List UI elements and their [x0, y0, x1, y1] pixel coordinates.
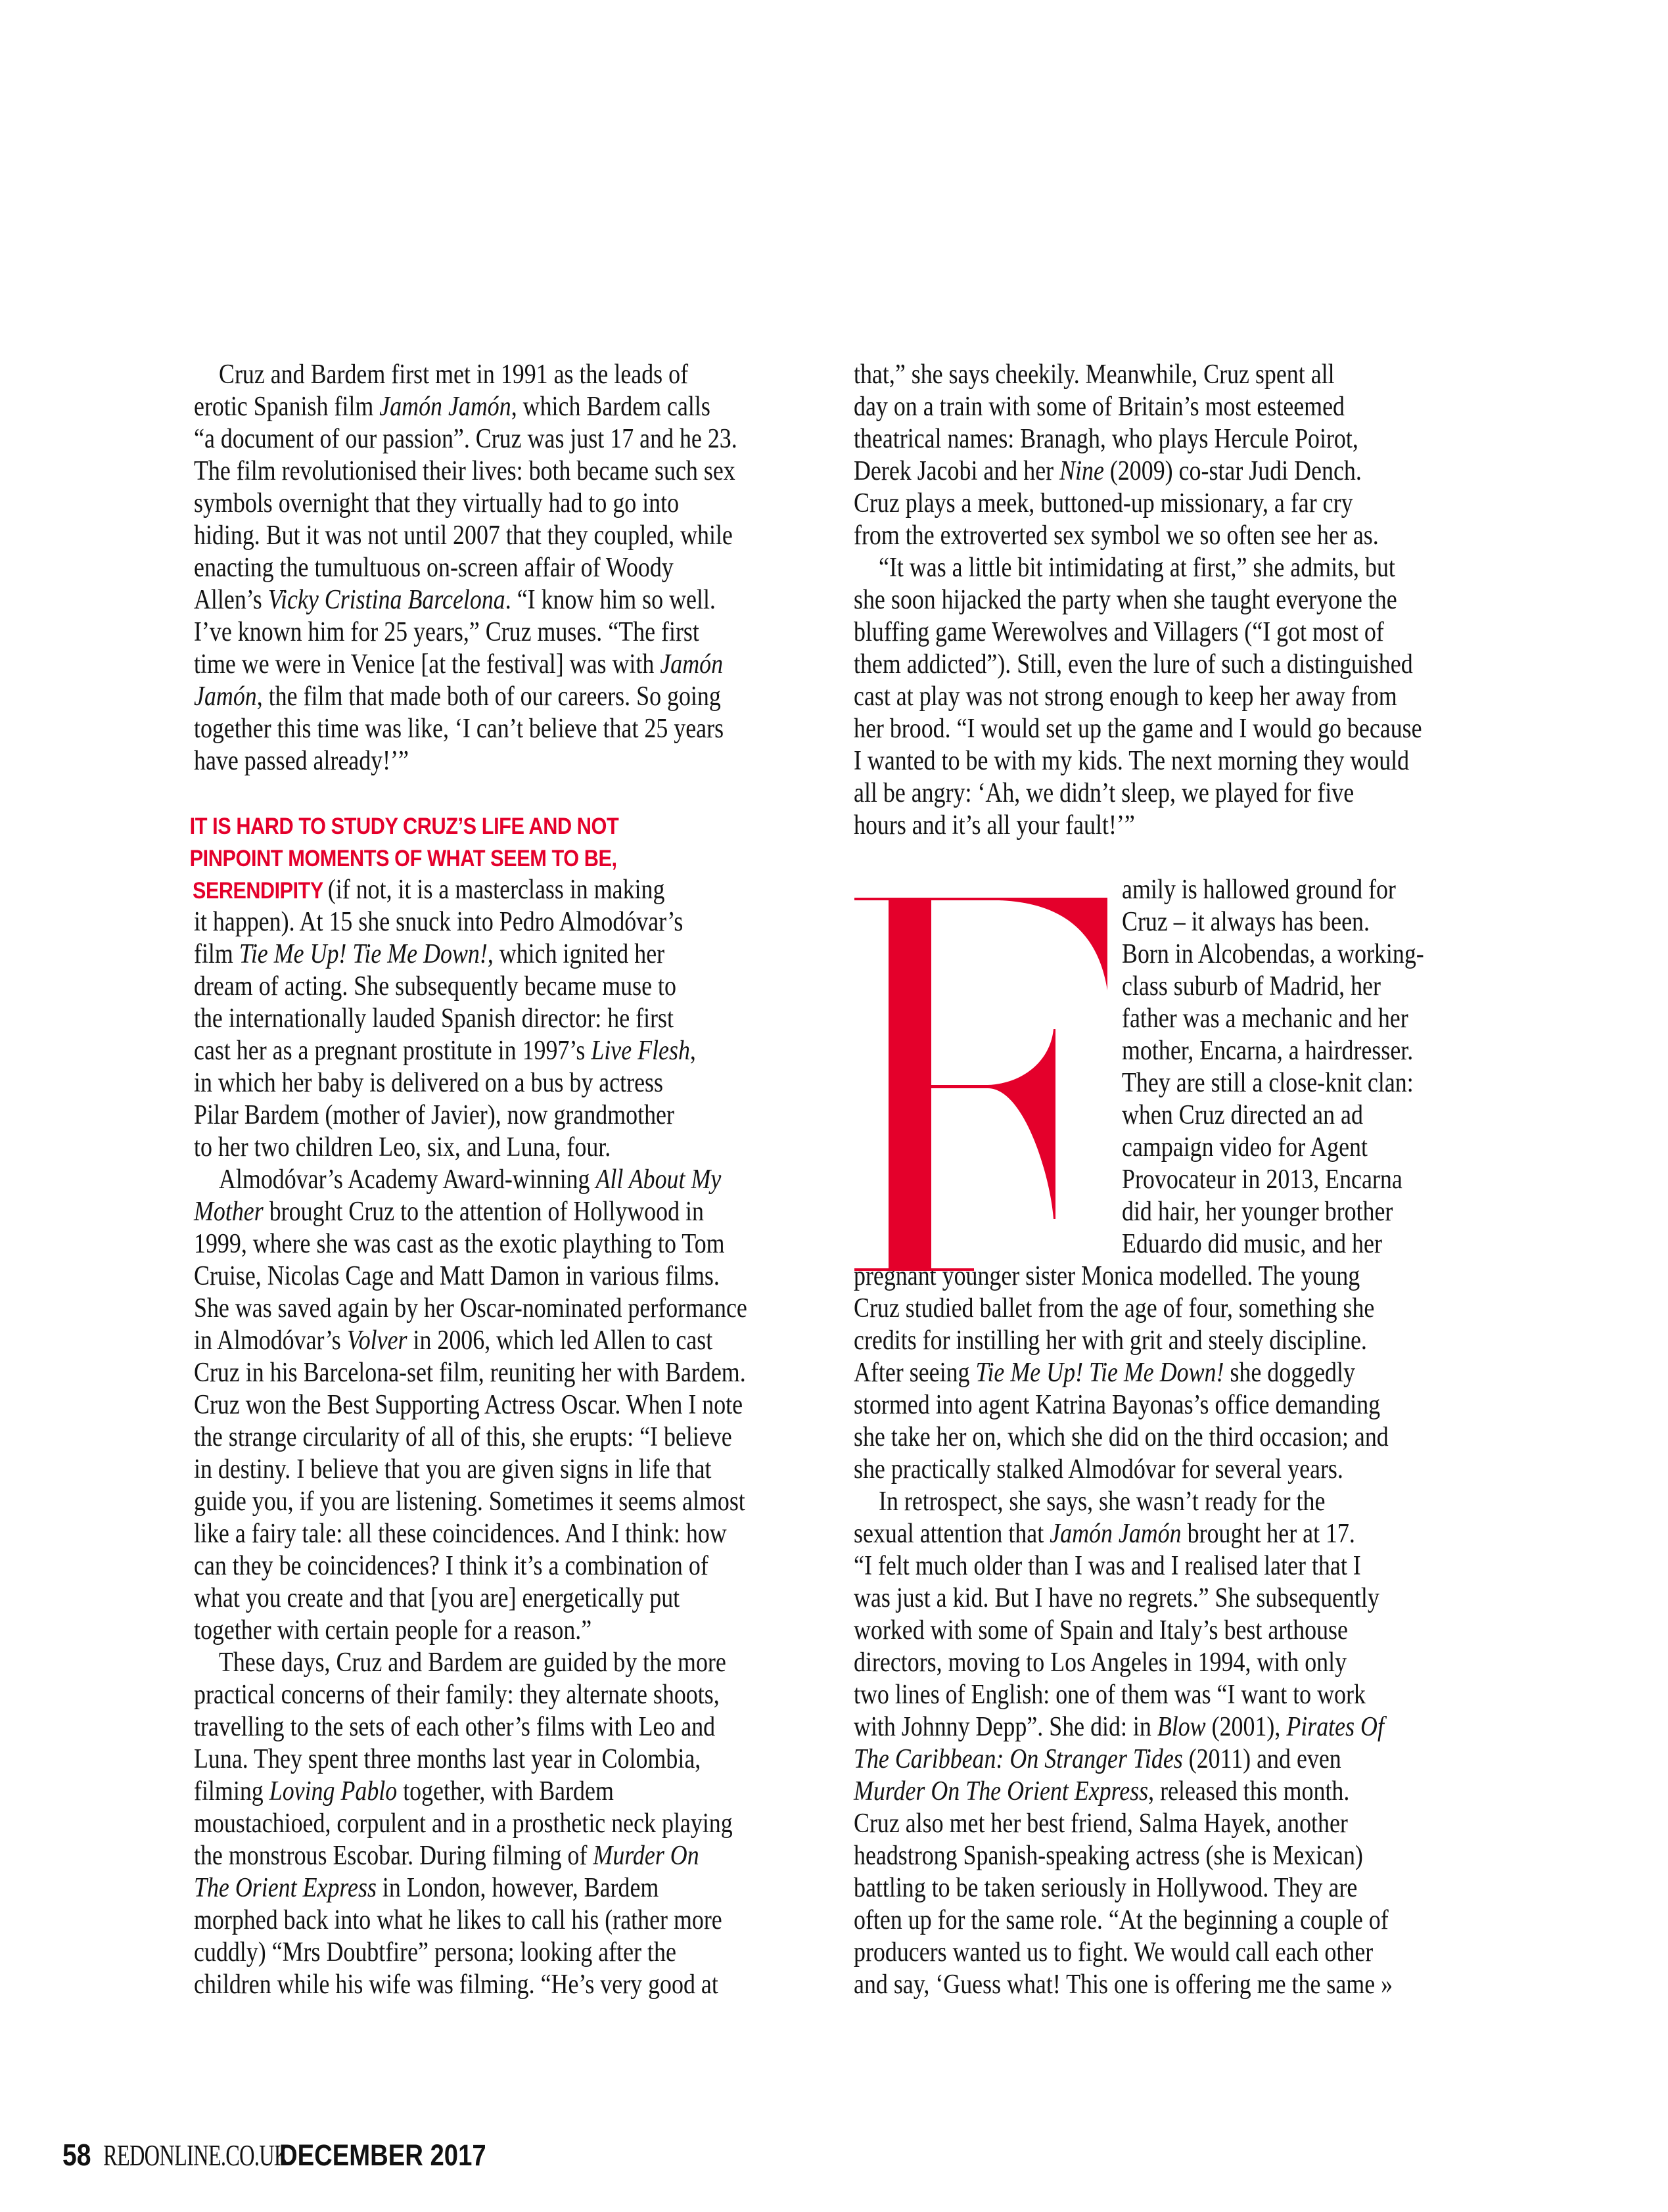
body-text: cast her as a pregnant prostitute in 1997’s — [194, 1036, 591, 1066]
body-text: she take her on, which she did on the third occasion; and — [854, 1422, 1389, 1452]
article-line — [194, 1260, 720, 1293]
article-line — [219, 1647, 726, 1679]
italic-title: The Caribbean: On Stranger Tides — [854, 1744, 1183, 1774]
italic-title: The Orient Express — [194, 1873, 377, 1903]
body-text: Provocateur in 2013, Encarna — [1122, 1164, 1402, 1195]
article-line — [854, 1904, 1389, 1937]
article-line — [194, 1293, 747, 1325]
article-line — [194, 1454, 711, 1486]
drop-cap-f-shape — [854, 898, 1107, 1271]
body-text: often up for the same role. “At the beginning a couple of — [854, 1905, 1389, 1935]
body-text: (2001), — [1205, 1712, 1287, 1742]
article-line — [194, 616, 699, 649]
body-text: film — [194, 939, 239, 969]
body-text: like a fairy tale: all these coincidences. And I think: how — [194, 1519, 727, 1549]
article-line — [854, 1518, 1355, 1550]
article-line — [854, 1743, 1341, 1776]
article-line — [1122, 1196, 1393, 1228]
italic-title: Tie Me Up! Tie Me Down! — [239, 939, 488, 969]
body-text: Cruz plays a meek, buttoned-up missionary, a far cry — [854, 488, 1353, 518]
article-line — [1122, 1164, 1402, 1196]
article-line — [854, 1454, 1343, 1486]
article-line — [1122, 906, 1370, 938]
body-text: morphed back into what he likes to call his (rather more — [194, 1905, 722, 1935]
body-text: Cruise, Nicolas Cage and Matt Damon in various films. — [194, 1261, 720, 1291]
article-line — [854, 1325, 1367, 1357]
body-text: , which ignited her — [487, 939, 665, 969]
heading-text: PINPOINT MOMENTS OF WHAT SEEM TO BE, — [189, 846, 617, 871]
body-text: stormed into agent Katrina Bayonas’s office demanding — [854, 1390, 1381, 1420]
body-text: in 2006, which led Allen to cast — [407, 1325, 713, 1356]
article-line — [194, 455, 735, 488]
article-line — [1122, 1099, 1363, 1132]
article-line — [854, 1647, 1347, 1679]
italic-title: All About My — [595, 1164, 722, 1195]
body-text: hiding. But it was not until 2007 that they coupled, while — [194, 520, 733, 551]
body-text: together with certain people for a reason.” — [194, 1615, 592, 1646]
article-line — [854, 584, 1397, 616]
article-line — [854, 1357, 1355, 1389]
body-text: the strange circularity of all of this, she erupts: “I believe — [194, 1422, 732, 1452]
article-line — [194, 1389, 743, 1421]
article-line — [219, 1164, 721, 1196]
body-text: 1999, where she was cast as the exotic plaything to Tom — [194, 1229, 725, 1259]
site-url[interactable]: REDONLINE.CO.UK — [103, 2139, 289, 2172]
body-text: Born in Alcobendas, a working- — [1122, 939, 1424, 969]
body-text: “It was a little bit intimidating at first,” she admits, but — [879, 553, 1395, 583]
body-text: did hair, her younger brother — [1122, 1197, 1393, 1227]
body-text: After seeing — [854, 1358, 976, 1388]
body-text: in destiny. I believe that you are given signs in life that — [194, 1454, 712, 1485]
italic-title: Pirates Of — [1286, 1712, 1384, 1742]
article-line — [1122, 1003, 1408, 1035]
article-line — [854, 1582, 1379, 1615]
body-text: , which Bardem calls — [511, 392, 710, 422]
body-text: cuddly) “Mrs Doubtfire” persona; looking after the — [194, 1937, 676, 1968]
article-line — [1122, 1035, 1413, 1067]
article-line — [854, 649, 1413, 681]
body-text: mother, Encarna, a hairdresser. — [1122, 1036, 1414, 1066]
body-text: sexual attention that — [854, 1519, 1050, 1549]
article-line — [854, 1615, 1348, 1647]
article-line — [194, 971, 676, 1003]
article-line — [194, 874, 664, 906]
article-line — [194, 520, 733, 552]
body-text: day on a train with some of Britain’s most esteemed — [854, 392, 1345, 422]
body-text: to her two children Leo, six, and Luna, four. — [194, 1132, 611, 1163]
body-text: them addicted”). Still, even the lure of such a distinguished — [854, 649, 1413, 680]
issue-date: DECEMBER 2017 — [279, 2138, 486, 2172]
article-line — [854, 1808, 1348, 1840]
body-text: in which her baby is delivered on a bus by actress — [194, 1068, 664, 1098]
body-text: cast at play was not strong enough to keep her away from — [854, 681, 1397, 712]
body-text: , released this month. — [1148, 1776, 1350, 1807]
page-number: 58 — [62, 2138, 91, 2172]
body-text: enacting the tumultuous on-screen affair of Woody — [194, 553, 674, 583]
page-footer — [62, 2137, 522, 2172]
article-line — [194, 1421, 732, 1454]
article-line — [1122, 938, 1424, 971]
body-text: “I felt much older than I was and I realised later that I — [854, 1551, 1361, 1581]
article-line — [879, 1486, 1325, 1518]
body-text: I wanted to be with my kids. The next morning they would — [854, 746, 1410, 776]
body-text: The film revolutionised their lives: both became such sex — [194, 456, 735, 486]
italic-title: Jamón — [660, 649, 724, 680]
article-line — [194, 1840, 699, 1872]
article-line — [854, 777, 1354, 810]
body-text: bluffing game Werewolves and Villagers (“I got most of — [854, 617, 1384, 647]
article-line — [1122, 1067, 1414, 1099]
italic-title: Murder On The Orient Express — [854, 1776, 1149, 1807]
article-line — [194, 391, 710, 423]
body-text: In retrospect, she says, she wasn’t ready for the — [879, 1486, 1326, 1517]
body-text: battling to be taken seriously in Hollywood. They are — [854, 1873, 1358, 1903]
article-line — [194, 1228, 725, 1260]
article-line — [194, 1743, 701, 1776]
body-text: . “I know him so well. — [505, 585, 716, 615]
article-line — [194, 1679, 720, 1711]
heading-text: SERENDIPITY — [193, 878, 323, 904]
article-line — [854, 810, 1135, 842]
article-line — [194, 1582, 680, 1615]
body-text: Luna. They spent three months last year in Colombia, — [194, 1744, 701, 1774]
body-text: brought her at 17. — [1181, 1519, 1355, 1549]
body-text: I’ve known him for 25 years,” Cruz muses. “The first — [194, 617, 699, 647]
body-text: moustachioed, corpulent and in a prosthetic neck playing — [194, 1809, 733, 1839]
body-text: travelling to the sets of each other’s films with Leo and — [194, 1712, 716, 1742]
body-text: erotic Spanish film — [194, 392, 380, 422]
article-line — [854, 1872, 1357, 1904]
article-line — [854, 1389, 1380, 1421]
article-line — [194, 681, 721, 713]
body-text: Pilar Bardem (mother of Javier), now grandmother — [194, 1100, 674, 1130]
article-line — [194, 745, 409, 777]
body-text: that,” she says cheekily. Meanwhile, Cruz spent all — [854, 359, 1335, 390]
body-text: amily is hallowed ground for — [1122, 875, 1396, 905]
article-line — [194, 1196, 704, 1228]
body-text: Allen’s — [194, 585, 268, 615]
body-text: They are still a close-knit clan: — [1122, 1068, 1414, 1098]
body-text: she soon hijacked the party when she taught everyone the — [854, 585, 1397, 615]
italic-title: Nine — [1059, 456, 1104, 486]
article-line — [854, 1293, 1374, 1325]
article-line — [854, 488, 1353, 520]
body-text: theatrical names: Branagh, who plays Hercule Poirot, — [854, 424, 1358, 454]
article-line — [194, 1486, 745, 1518]
italic-title: Murder On — [593, 1841, 699, 1871]
article-line — [854, 455, 1362, 488]
body-text: worked with some of Spain and Italy’s best arthouse — [854, 1615, 1348, 1646]
body-text: with Johnny Depp”. She did: in — [854, 1712, 1157, 1742]
article-line — [854, 391, 1345, 423]
body-text: , — [689, 1036, 696, 1066]
body-text: Cruz won the Best Supporting Actress Oscar. When I note — [194, 1390, 743, 1420]
body-text: symbols overnight that they virtually had to go into — [194, 488, 680, 518]
article-line — [194, 1132, 611, 1164]
body-text: practical concerns of their family: they alternate shoots, — [194, 1680, 720, 1710]
body-text: Cruz – it always has been. — [1122, 907, 1370, 937]
italic-title: Blow — [1157, 1712, 1206, 1742]
article-line — [854, 1679, 1366, 1711]
article-line — [194, 1904, 722, 1937]
body-text: children while his wife was filming. “He’s very good at — [194, 1970, 718, 2000]
article-line — [194, 1518, 727, 1550]
body-text: brought Cruz to the attention of Hollywood in — [263, 1197, 704, 1227]
italic-title: Vicky Cristina Barcelona — [267, 585, 505, 615]
body-text: class suburb of Madrid, her — [1122, 971, 1381, 1002]
body-text: together, with Bardem — [397, 1776, 614, 1807]
article-line — [219, 359, 688, 391]
article-line — [854, 713, 1422, 745]
body-text: Cruz and Bardem first met in 1991 as the leads of — [219, 359, 689, 390]
article-line — [194, 552, 674, 584]
article-line — [194, 938, 664, 971]
body-text: two lines of English: one of them was “I want to work — [854, 1680, 1366, 1710]
article-line — [194, 584, 716, 616]
body-text: (if not, it is a masterclass in making — [321, 875, 665, 905]
article-line — [1122, 1132, 1368, 1164]
body-text: was just a kid. But I have no regrets.” She subsequently — [854, 1583, 1379, 1613]
article-line — [194, 423, 737, 455]
article-line — [854, 423, 1358, 455]
body-text: producers wanted us to fight. We would call each other — [854, 1937, 1374, 1968]
article-line — [194, 906, 683, 938]
article-line — [194, 1550, 708, 1582]
article-line — [854, 1776, 1349, 1808]
body-text: and say, ‘Guess what! This one is offering me the same » — [854, 1970, 1393, 2000]
body-text: have passed already!’” — [194, 746, 409, 776]
article-line — [194, 1357, 746, 1389]
body-text: campaign video for Agent — [1122, 1132, 1368, 1163]
body-text: when Cruz directed an ad — [1122, 1100, 1363, 1130]
article-line — [1122, 971, 1381, 1003]
body-text: , the film that made both of our careers. So going — [256, 681, 721, 712]
article-line — [194, 1808, 733, 1840]
article-line — [194, 488, 679, 520]
article-line — [854, 745, 1409, 777]
heading-text: IT IS HARD TO STUDY CRUZ’S LIFE AND NOT — [189, 814, 619, 839]
italic-title: Jamón Jamón — [379, 392, 511, 422]
article-line — [854, 1421, 1389, 1454]
article-line — [194, 1615, 591, 1647]
body-text: Cruz in his Barcelona-set film, reuniting her with Bardem. — [194, 1358, 746, 1388]
article-line — [194, 1067, 663, 1099]
body-text: credits for instilling her with grit and steely discipline. — [854, 1325, 1367, 1356]
article-line — [1122, 874, 1396, 906]
article-line — [194, 1325, 712, 1357]
body-text: what you create and that [you are] energetically put — [194, 1583, 680, 1613]
body-text: in Almodóvar’s — [194, 1325, 347, 1356]
article-line — [854, 1550, 1361, 1582]
article-line — [194, 1035, 696, 1067]
body-text: it happen). At 15 she snuck into Pedro Almodóvar’s — [194, 907, 683, 937]
article-line — [854, 1711, 1384, 1743]
body-text: the internationally lauded Spanish director: he first — [194, 1003, 674, 1034]
body-text: Derek Jacobi and her — [854, 456, 1060, 486]
article-line — [194, 1969, 718, 2001]
body-text: hours and it’s all your fault!’” — [854, 810, 1135, 841]
body-text: “a document of our passion”. Cruz was just 17 and he 23. — [194, 424, 737, 454]
body-text: (2011) and even — [1182, 1744, 1341, 1774]
article-line — [854, 681, 1397, 713]
body-text: She was saved again by her Oscar-nominated performance — [194, 1293, 747, 1324]
body-text: father was a mechanic and her — [1122, 1003, 1408, 1034]
body-text: Cruz also met her best friend, Salma Hayek, another — [854, 1809, 1348, 1839]
body-text: she practically stalked Almodóvar for several years. — [854, 1454, 1343, 1485]
body-text: in London, however, Bardem — [376, 1873, 659, 1903]
italic-title: Volver — [346, 1325, 407, 1356]
article-line — [879, 552, 1395, 584]
body-text: her brood. “I would set up the game and I would go because — [854, 714, 1422, 744]
body-text: can they be coincidences? I think it’s a combination of — [194, 1551, 708, 1581]
article-line — [854, 1840, 1363, 1872]
drop-cap-letter-f — [854, 898, 1108, 1271]
body-text: (2009) co-star Judi Dench. — [1103, 456, 1362, 486]
body-text: filming — [194, 1776, 269, 1807]
article-line — [194, 1099, 674, 1132]
body-text: guide you, if you are listening. Sometimes it seems almost — [194, 1486, 745, 1517]
italic-title: Live Flesh — [591, 1036, 690, 1066]
body-text: directors, moving to Los Angeles in 1994, with only — [854, 1647, 1347, 1678]
italic-title: Loving Pablo — [269, 1776, 398, 1807]
section-heading-line — [189, 842, 617, 874]
body-text: Eduardo did music, and her — [1122, 1229, 1382, 1259]
article-line — [194, 1776, 614, 1808]
italic-title: Jamón — [194, 681, 257, 712]
body-text: all be angry: ‘Ah, we didn’t sleep, we played for five — [854, 778, 1355, 808]
article-line — [854, 1969, 1393, 2001]
article-line — [1122, 1228, 1382, 1260]
body-text: Cruz studied ballet from the age of four, something she — [854, 1293, 1375, 1324]
body-text: pregnant younger sister Monica modelled. The young — [854, 1261, 1360, 1291]
article-line — [854, 359, 1335, 391]
body-text: from the extroverted sex symbol we so often see her as. — [854, 520, 1379, 551]
body-text: she doggedly — [1224, 1358, 1355, 1388]
section-heading-line — [189, 810, 619, 842]
article-line — [194, 649, 723, 681]
italic-title: Tie Me Up! Tie Me Down! — [975, 1358, 1224, 1388]
article-line — [194, 1872, 659, 1904]
body-text: These days, Cruz and Bardem are guided by the more — [219, 1647, 726, 1678]
article-line — [194, 713, 724, 745]
article-line — [194, 1003, 674, 1035]
article-line — [854, 1937, 1373, 1969]
body-text: Almodóvar’s Academy Award-winning — [219, 1164, 596, 1195]
article-line — [194, 1711, 715, 1743]
body-text: together this time was like, ‘I can’t believe that 25 years — [194, 714, 724, 744]
article-line — [854, 616, 1384, 649]
body-text: dream of acting. She subsequently became muse to — [194, 971, 676, 1002]
article-line — [194, 1937, 676, 1969]
italic-title: Jamón Jamón — [1050, 1519, 1182, 1549]
body-text: time we were in Venice [at the festival] was with — [194, 649, 660, 680]
body-text: the monstrous Escobar. During filming of — [194, 1841, 593, 1871]
italic-title: Mother — [194, 1197, 264, 1227]
article-line — [854, 520, 1379, 552]
body-text: headstrong Spanish-speaking actress (she is Mexican) — [854, 1841, 1363, 1871]
